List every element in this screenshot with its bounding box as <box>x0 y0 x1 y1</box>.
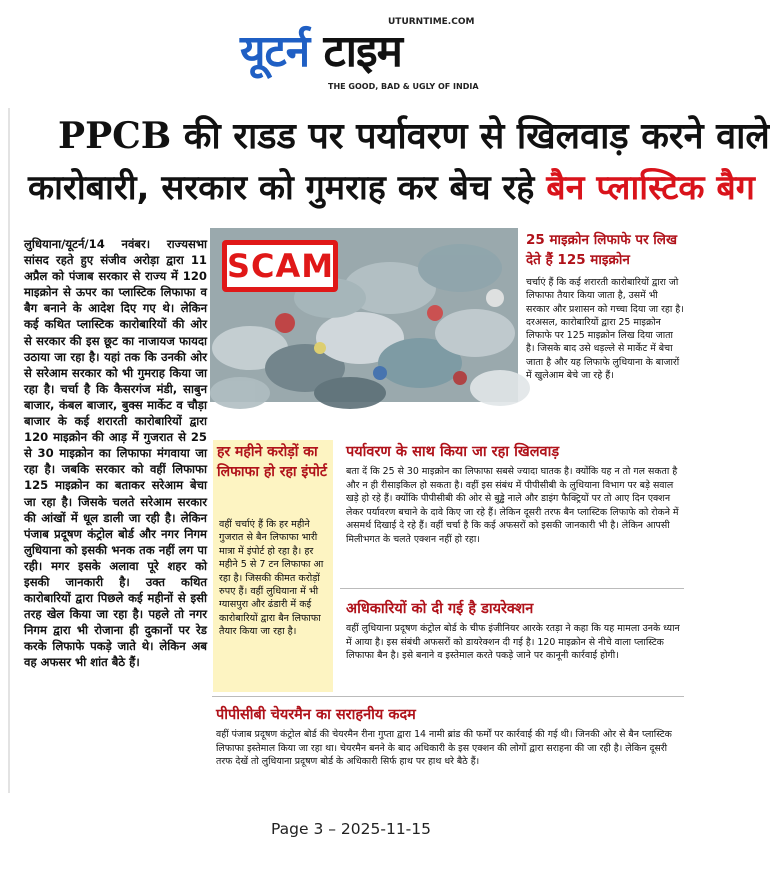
headline-line-2-black: कारोबारी, सरकार को गुमराह कर बेच रहे <box>28 168 535 208</box>
site-url: UTURNTIME.COM <box>388 17 475 27</box>
section-directions-title: अधिकारियों को दी गई है डायरेक्शन <box>346 601 534 617</box>
article-body: राज्यसभा सांसद रहते हुए संजीव अरोड़ा द्वारा 11 अप्रैल को पंजाब सरकार से राज्य में 120 माइक्रोन से ऊपर का प्लास्टिक लिफाफा व बैग बनाने के आदेश दिए गए थे। लेकिन कई कथित प्लास्टिक कारोबारियों की ओर से सरकार की इस छूट का नाजायज फायदा उठाया जा रहा है। यहां तक कि उनकी ओर से सरेआम सरकार को भी गुमराह किया जा रहा है। चर्चा है कि कैसरगंज मंडी, साबुन बाजार, कंबल बाजार, बुक्स मार्केट व चौड़ा बाजार के कई शरारती कारोबारियों द्वारा 120 माइक्रोन की आड़ में गुजरात से 25 से 30 माइक्रोन का लिफाफा मंगवाया जा रहा है। जबकि सरकार को वहीं लिफाफा 125 माइक्रोन का बताकर सरेआम बेचा जा रहा है। जिसके चलते सरेआम सरकार की आंखों में धूल डाली जा रही है। लेकिन पंजाब प्रदूषण कंट्रोल बोर्ड और नगर निगम लुधियाना को इसकी भनक तक नहीं लग पा रही। मगर इसके अलावा पूरे शहर को इसकी जानकारी है। उक्त कथित कारोबारियों द्वारा पिछले कई महीनों से इसी तरह खेल किया जा रहा है। पहले तो नगर निगम द्वारा भी रोजाना ही दुकानों पर रेड करके लिफाफे पकड़े जाते थे। लेकिन अब वह अफसर भी शांत बैठे हैं। <box>24 237 207 670</box>
scam-badge-text: SCAM <box>227 247 335 285</box>
section-directions-body: वहीं लुधियाना प्रदूषण कंट्रोल बोर्ड के चीफ इंजीनियर आरके रतड़ा ने कहा कि यह मामला उनके ध्यान में आया है। इस संबंधी अफसरों को डायरेक्शन दी गई है। 120 माइक्रोन से नीचे वाला प्लास्टिक लिफाफा बैन है। इसे बनाने व इस्तेमाल करते पकड़े जाने पर कानूनी कार्रवाई होगी। <box>346 623 680 662</box>
sidebar-right-body: चर्चाएं हैं कि कई शरारती कारोबारियों द्वारा जो लिफाफा तैयार किया जाता है, उसमें भी सरकार और प्रशासन को गच्चा दिया जा रहा है। दरअसल, कारोबारियों द्वारा 25 माइक्रोन लिफाफे पर 125 माइक्रोन लिख दिया जाता है। जिसके बाद उसे धड़ल्ले से मार्केट में बेचा जाता है और यह लिफाफे लुधियाना के बाजारों में खुलेआम बेचे जा रहे हैं। <box>526 277 684 382</box>
section-environment-body: बता दें कि 25 से 30 माइक्रोन का लिफाफा सबसे ज्यादा घातक है। क्योंकि यह न तो गल सकता है और न ही रीसाइकिल हो सकता है। वहीं इस संबंध में पीपीसीबी के लुधियाना विभाग पर बड़े सवाल खड़े हो रहे हैं। क्योंकि पीपीसीबी की ओर से बुड्ढे नाले और डाइंग फैक्ट्रियों पर तो आए दिन एक्शन लेकर पर्यावरण बचाने के दावे किए जा रहे हैं। लेकिन दूसरी तरफ बैन प्लास्टिक लिफाफे को रोकने में असमर्थ दिखाई दे रहे हैं। वहीं चर्चा है कि कई अफसरों को इसकी जानकारी भी है। लेकिन आपसी मिलीभगत के चलते एक्शन नहीं हो रहा। <box>346 466 679 545</box>
sidebar-right-title: 25 माइक्रोन लिफाफे पर लिख देते हैं 125 माइक्रोन <box>526 232 677 268</box>
headline-line-2-red: बैन प्लास्टिक बैग <box>546 168 755 208</box>
section-environment-title: पर्यावरण के साथ किया जा रहा खिलवाड़ <box>346 444 560 460</box>
page-label: Page 3 – 2025-11-15 <box>271 820 431 838</box>
dateline: लुधियाना/यूटर्न/14 नवंबर। <box>24 237 151 251</box>
brand-logo <box>240 22 402 82</box>
plastic-waste-photo <box>210 228 518 402</box>
divider <box>212 696 684 697</box>
tagline: THE GOOD, BAD & UGLY OF INDIA <box>328 82 479 91</box>
divider <box>340 588 684 589</box>
section-chairman-body: वहीं पंजाब प्रदूषण कंट्रोल बोर्ड की चेयरमैन रीना गुप्ता द्वारा 14 नामी ब्रांड की फर्मों पर कार्रवाई की गई थी। जिनकी ओर से बैन प्लास्टिक लिफाफा इस्तेमाल किया जा रहा था। चेयरमैन बनने के बाद अधिकारी के इस एक्शन की लोगों द्वारा सराहना की जा रही है। लेकिन दूसरी तरफ देखें तो लुधियाना प्रदूषण बोर्ड के अधिकारी सिर्फ हाथ पर हाथ धरे बैठे हैं। <box>216 729 672 768</box>
scam-badge <box>222 240 338 292</box>
article-main-column <box>24 236 207 671</box>
yellow-box-title: हर महीने करोड़ों का लिफाफा हो रहा इंपोर्ट <box>217 444 327 480</box>
headline-line-1: PPCB की राडड पर पर्यावरण से खिलवाड़ करने वाले <box>58 115 770 157</box>
brand-part-2: टाइम <box>323 26 402 77</box>
brand-part-1: यूटर्न <box>240 26 310 77</box>
masthead <box>0 0 702 100</box>
yellow-box-body: वहीं चर्चाएं हैं कि हर महीने गुजरात से बैन लिफाफा भारी मात्रा में इंपोर्ट हो रहा है। हर महीने 5 से 7 टन लिफाफा आ रहा है। जिसकी कीमत करोड़ों रुपए हैं। वहीं लुधियाना में भी ग्यासपुरा और ढंडारी में कई कारोबारियों द्वारा बैन लिफाफा तैयार किया जा रहा है। <box>219 519 324 638</box>
section-chairman-title: पीपीसीबी चेयरमैन का सराहनीय कदम <box>216 707 416 723</box>
headline-line-2 <box>28 166 755 210</box>
